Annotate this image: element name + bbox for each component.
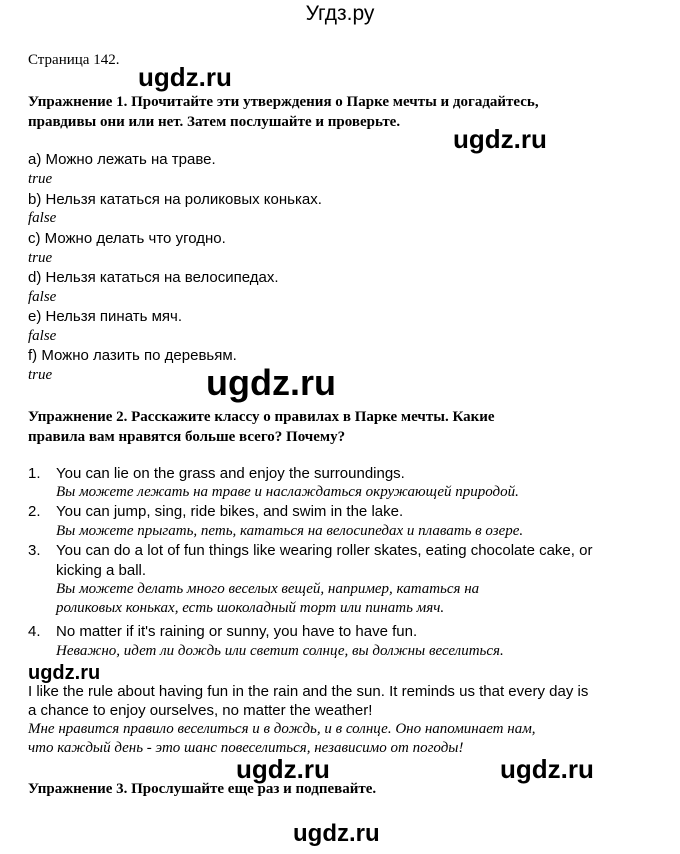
rule-number: 2. (28, 503, 41, 520)
statement: f) Можно лазить по деревьям. (28, 347, 237, 364)
rule-english: kicking a ball. (56, 562, 147, 579)
rule-number: 4. (28, 623, 41, 640)
rule-english: No matter if it's raining or sunny, you have to have fun. (56, 623, 418, 640)
watermark: ugdz.ru (500, 754, 594, 784)
opinion-russian: что каждый день - это шанс повеселиться, независимо от погоды! (28, 740, 464, 756)
statement: a) Можно лежать на траве. (28, 151, 216, 168)
opinion-english: a chance to enjoy ourselves, no matter the weather! (28, 702, 373, 719)
statement: d) Нельзя кататься на велосипедах. (28, 269, 279, 286)
opinion-english: I like the rule about having fun in the rain and the sun. It reminds us that every day is (28, 683, 589, 700)
page-number: Страница 142. (28, 52, 120, 68)
answer: false (28, 289, 57, 305)
statement: e) Нельзя пинать мяч. (28, 308, 182, 325)
answer: true (28, 171, 53, 187)
exercise-1-title: Упражнение 1. Прочитайте эти утверждения о Парке мечты и догадайтесь, (28, 94, 539, 110)
watermark: ugdz.ru (453, 124, 547, 154)
statement: b) Нельзя кататься на роликовых коньках. (28, 191, 322, 208)
site-title: Угдз.ру (305, 2, 375, 25)
rule-number: 1. (28, 465, 41, 482)
watermark: ugdz.ru (206, 362, 336, 403)
rule-russian: Вы можете делать много веселых вещей, например, кататься на (56, 581, 480, 597)
exercise-2-title: Упражнение 2. Расскажите классу о правилах в Парке мечты. Какие (28, 409, 495, 425)
exercise-3-title: Упражнение 3. Прослушайте еще раз и подпевайте. (28, 781, 377, 797)
rule-russian: Вы можете прыгать, петь, кататься на велосипедах и плавать в озере. (56, 523, 524, 539)
answer: false (28, 210, 57, 226)
answer: true (28, 367, 53, 383)
statement: c) Можно делать что угодно. (28, 230, 226, 247)
watermark: ugdz.ru (138, 62, 232, 92)
rule-english: You can lie on the grass and enjoy the surroundings. (56, 465, 405, 482)
rule-english: You can jump, sing, ride bikes, and swim in the lake. (56, 503, 404, 520)
rule-english: You can do a lot of fun things like wearing roller skates, eating chocolate cake, or (56, 542, 593, 559)
rule-number: 3. (28, 542, 41, 559)
exercise-1-title: правдивы они или нет. Затем послушайте и проверьте. (28, 114, 401, 130)
watermark: ugdz.ru (293, 820, 380, 847)
rule-russian: Неважно, идет ли дождь или светит солнце, вы должны веселиться. (56, 643, 504, 659)
exercise-2-title: правила вам нравятся больше всего? Почему? (28, 429, 346, 445)
rule-russian: роликовых коньках, есть шоколадный торт или пинать мяч. (56, 600, 445, 616)
watermark: ugdz.ru (28, 662, 101, 684)
watermark: ugdz.ru (236, 754, 330, 784)
opinion-russian: Мне нравится правило веселиться и в дождь, и в солнце. Оно напоминает нам, (28, 721, 536, 737)
answer: false (28, 328, 57, 344)
answer: true (28, 250, 53, 266)
rule-russian: Вы можете лежать на траве и наслаждаться окружающей природой. (56, 484, 519, 500)
